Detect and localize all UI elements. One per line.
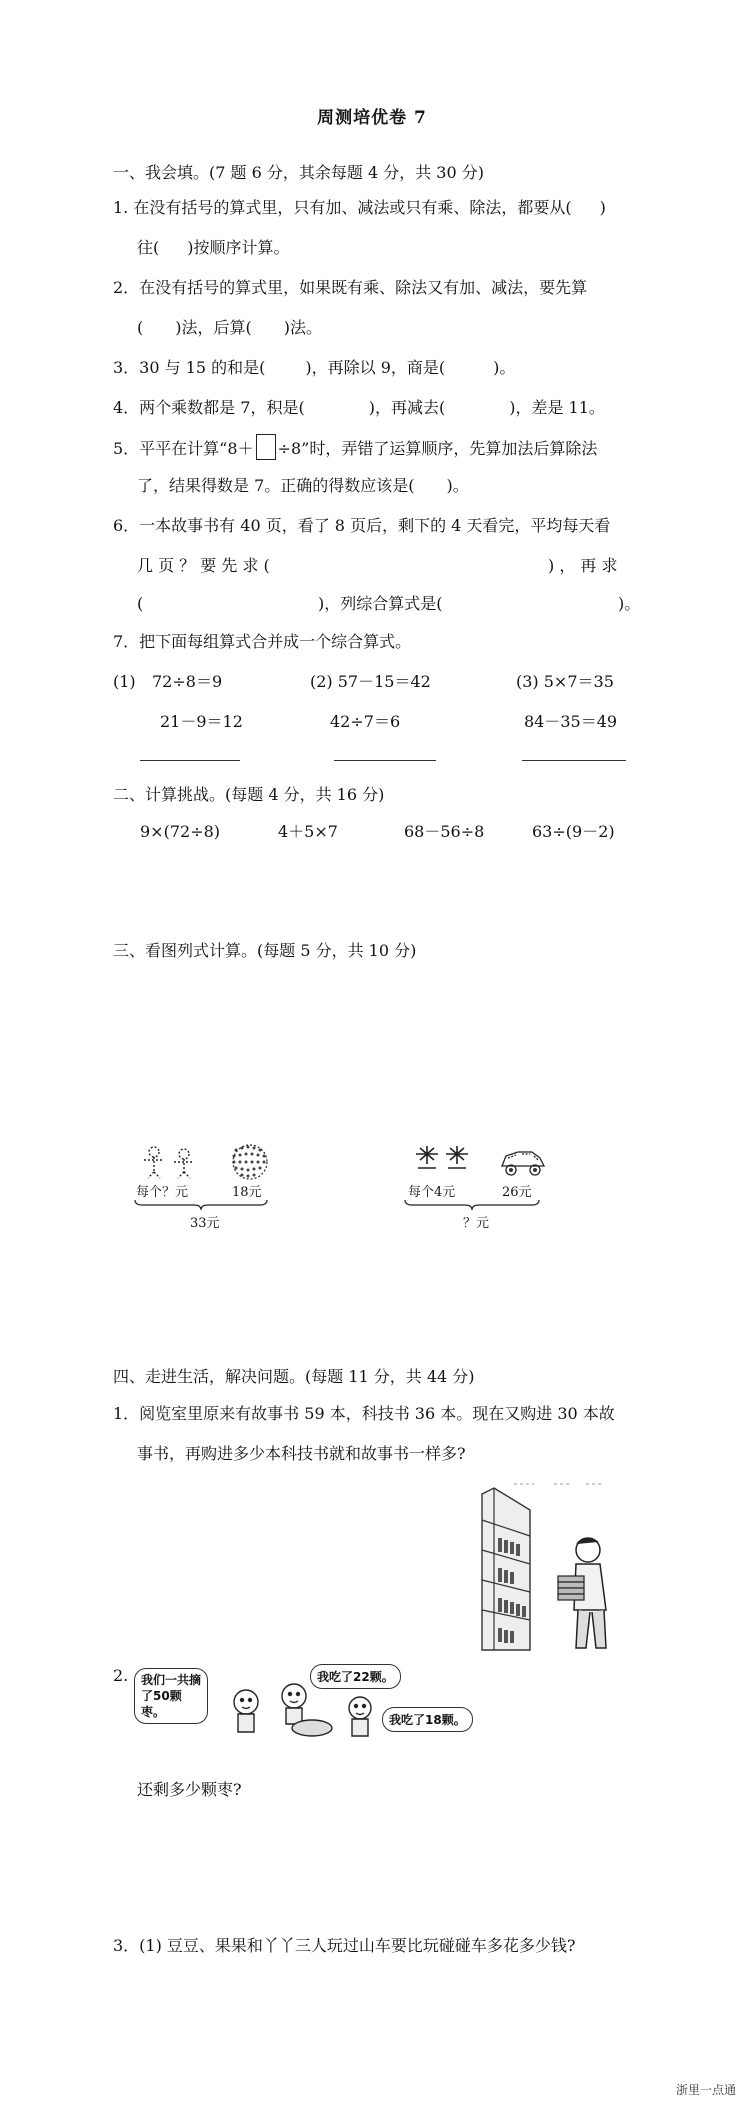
group-3-line-2: 84－35＝49: [524, 712, 618, 731]
question-6-line-2a: 几 页 ？ 要 先 求 (: [137, 556, 270, 575]
expression-3: 68－56÷8: [404, 822, 485, 841]
section-4-heading: 四、走进生活，解决问题。(每题 11 分，共 44 分): [113, 1367, 475, 1386]
expression-4: 63÷(9－2): [532, 822, 615, 841]
speech-bubble-3: 我吃了18颗。: [382, 1707, 473, 1732]
question-1-line-1: 1. 在没有括号的算式里，只有加、减法或只有乘、除法，都要从( ): [113, 198, 606, 217]
question-6-line-2b: ) ， 再 求: [548, 556, 618, 575]
section-2-heading: 二、计算挑战。(每题 4 分，共 16 分): [113, 785, 385, 804]
question-2-line-2: ( )法，后算( )法。: [137, 318, 322, 337]
section-3-heading: 三、看图列式计算。(每题 5 分，共 10 分): [113, 941, 417, 960]
problem-2-number: 2.: [113, 1666, 129, 1685]
question-3: 3．30 与 15 的和是( )，再除以 9，商是( )。: [113, 358, 516, 377]
figure-2-total: ？元: [463, 1216, 490, 1231]
answer-line-1[interactable]: [140, 760, 240, 761]
group-1-line-2: 21－9＝12: [160, 712, 243, 731]
answer-box[interactable]: [256, 434, 276, 460]
question-7: 7．把下面每组算式合并成一个综合算式。: [113, 632, 412, 651]
ball-toy-icon: [226, 1142, 274, 1180]
toy-car-icon: [498, 1146, 548, 1178]
figure-1-label-1: 每个？元: [136, 1185, 189, 1200]
figure-1-total: 33元: [190, 1216, 220, 1231]
problem-1-line-1: 1．阅览室里原来有故事书 59 本，科技书 36 本。现在又购进 30 本故: [113, 1404, 615, 1423]
question-4: 4．两个乘数都是 7，积是( )，再减去( )，差是 11。: [113, 398, 605, 417]
figure-2-label-1: 每个4元: [408, 1185, 456, 1200]
speech-bubble-1: 我们一共摘了50颗枣。: [134, 1668, 208, 1724]
kite-icon: [412, 1144, 472, 1180]
answer-line-2[interactable]: [334, 760, 436, 761]
question-1-line-2: 往( )按顺序计算。: [137, 238, 290, 257]
question-6-line-1: 6．一本故事书有 40 页，看了 8 页后，剩下的 4 天看完，平均每天看: [113, 516, 611, 535]
answer-line-3[interactable]: [522, 760, 626, 761]
group-2-line-1: (2) 57－15＝42: [310, 672, 431, 691]
page-title: 周测培优卷 7: [317, 108, 427, 128]
group-1-line-1: 72÷8＝9: [152, 672, 223, 691]
speech-bubble-2: 我吃了22颗。: [310, 1664, 401, 1689]
bookshelf-illustration: [474, 1480, 654, 1650]
doll-icon: [140, 1144, 212, 1180]
question-6-line-3b: )，列综合算式是(: [318, 594, 443, 613]
question-5-line-1: 5．平平在计算“8＋ ÷8”时，弄错了运算顺序，先算加法后算除法: [113, 434, 597, 460]
section-1-heading: 一、我会填。(7 题 6 分，其余每题 4 分，共 30 分): [113, 163, 484, 182]
figure-1-label-2: 18元: [232, 1185, 262, 1200]
question-2-line-1: 2．在没有括号的算式里，如果既有乘、除法又有加、减法，要先算: [113, 278, 588, 297]
problem-3: 3．(1) 豆豆、果果和丫丫三人玩过山车要比玩碰碰车多花多少钱?: [113, 1936, 576, 1955]
group-2-line-2: 42÷7＝6: [330, 712, 401, 731]
figure-2-label-2: 26元: [502, 1185, 532, 1200]
expression-1: 9×(72÷8): [140, 822, 221, 841]
problem-1-line-2: 事书，再购进多少本科技书就和故事书一样多?: [137, 1444, 466, 1463]
question-6-line-3a: (: [137, 594, 144, 613]
question-6-line-3c: )。: [618, 594, 641, 613]
problem-2-question: 还剩多少颗枣?: [137, 1780, 242, 1799]
monkeys-illustration: [230, 1680, 400, 1740]
expression-2: 4＋5×7: [278, 822, 338, 841]
figure-2-brace: [404, 1199, 540, 1211]
figure-1-brace: [134, 1199, 268, 1211]
footer-brand: 浙里一点通: [675, 2083, 736, 2097]
group-1-label: (1): [113, 672, 136, 691]
group-3-line-1: (3) 5×7＝35: [516, 672, 614, 691]
question-5-line-2: 了，结果得数是 7。正确的得数应该是( )。: [137, 476, 469, 495]
